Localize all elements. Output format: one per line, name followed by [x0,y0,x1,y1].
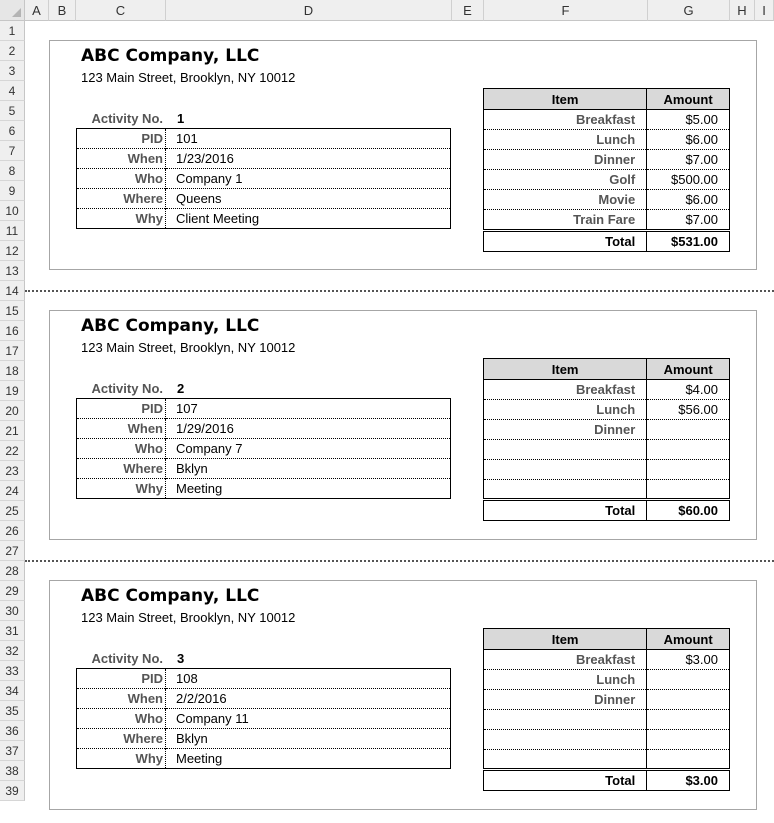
expense-item-cell[interactable]: Lunch [484,400,647,420]
expense-amount-cell[interactable]: $7.00 [647,210,730,231]
detail-label[interactable]: Where [77,729,166,749]
column-header[interactable]: H [730,0,755,21]
row-header[interactable]: 34 [0,681,25,701]
activity-form [49,580,757,810]
row-header[interactable]: 25 [0,501,25,521]
detail-label[interactable]: Why [77,749,166,769]
activity-no-label[interactable]: Activity No. [91,651,163,666]
row-header[interactable]: 19 [0,381,25,401]
expense-item-cell[interactable] [484,460,647,480]
column-header[interactable]: A [25,0,49,21]
total-amount[interactable]: $60.00 [647,500,730,521]
expense-items-table [483,358,730,521]
expense-amount-cell[interactable]: $4.00 [647,380,730,400]
detail-row [77,399,451,419]
column-header[interactable]: I [755,0,774,21]
expense-item-cell[interactable]: Breakfast [484,650,647,670]
activity-no-value[interactable]: 1 [177,111,185,126]
detail-value[interactable]: 107 [176,401,198,416]
expense-row [484,110,730,130]
detail-value[interactable]: 101 [176,131,198,146]
expense-items-table [483,628,730,791]
row-header[interactable]: 10 [0,201,25,221]
activity-no-label[interactable]: Activity No. [91,381,163,396]
expense-amount-cell[interactable]: $6.00 [647,130,730,150]
activity-no-value[interactable]: 3 [177,651,185,666]
activity-no-label[interactable]: Activity No. [91,111,163,126]
expense-amount-cell[interactable] [647,480,730,500]
expense-row [484,380,730,400]
expense-item-cell[interactable]: Movie [484,190,647,210]
expense-row [484,400,730,420]
detail-value[interactable]: Meeting [166,749,451,769]
company-name[interactable]: ABC Company, LLC [81,316,260,336]
expense-amount-cell[interactable] [647,460,730,480]
detail-row [77,419,451,439]
detail-value[interactable]: Company 1 [166,169,451,189]
expense-row [484,460,730,480]
row-header[interactable]: 39 [0,781,25,801]
company-name[interactable]: ABC Company, LLC [81,586,260,606]
expense-item-cell[interactable]: Train Fare [484,210,647,231]
row-header[interactable]: 28 [0,561,25,581]
row-header[interactable]: 31 [0,621,25,641]
page-break-line [25,290,774,292]
expense-row [484,650,730,670]
row-header[interactable]: 18 [0,361,25,381]
amount-header[interactable]: Amount [647,89,730,110]
detail-row [77,129,451,149]
detail-label[interactable]: When [77,689,166,709]
row-header[interactable]: 16 [0,321,25,341]
detail-label[interactable]: Where [77,459,166,479]
detail-label[interactable]: When [77,149,166,169]
activity-form [49,310,757,540]
company-name[interactable]: ABC Company, LLC [81,46,260,66]
expense-row [484,710,730,730]
expense-item-cell[interactable]: Dinner [484,420,647,440]
total-row [484,770,730,791]
row-header[interactable]: 9 [0,181,25,201]
detail-row [77,729,451,749]
column-header[interactable]: B [49,0,76,21]
activity-details-table [76,398,451,499]
row-header[interactable]: 30 [0,601,25,621]
row-header[interactable]: 4 [0,81,25,101]
expense-amount-cell[interactable] [647,750,730,770]
expense-row [484,440,730,460]
detail-value[interactable]: Company 7 [166,439,451,459]
detail-row [77,749,451,769]
expense-amount-cell[interactable]: $56.00 [647,400,730,420]
expense-row [484,130,730,150]
total-label[interactable]: Total [484,231,647,252]
row-header[interactable]: 15 [0,301,25,321]
activity-no-value[interactable]: 2 [177,381,185,396]
detail-row [77,209,451,229]
row-header[interactable]: 8 [0,161,25,181]
row-header[interactable]: 22 [0,441,25,461]
expense-item-cell[interactable]: Dinner [484,690,647,710]
column-header[interactable]: F [484,0,648,21]
detail-value[interactable]: 2/2/2016 [166,689,451,709]
detail-row [77,459,451,479]
row-header[interactable]: 20 [0,401,25,421]
detail-label[interactable]: PID [77,669,166,689]
detail-row [77,689,451,709]
detail-row [77,709,451,729]
company-address[interactable]: 123 Main Street, Brooklyn, NY 10012 [81,70,296,85]
row-header[interactable]: 33 [0,661,25,681]
row-header[interactable]: 1 [0,21,25,41]
row-header[interactable]: 32 [0,641,25,661]
expense-amount-cell[interactable]: $500.00 [647,170,730,190]
detail-row [77,669,451,689]
expense-amount-cell[interactable] [647,690,730,710]
row-header[interactable]: 2 [0,41,25,61]
expense-row [484,730,730,750]
detail-row [77,439,451,459]
column-header[interactable]: C [76,0,166,21]
total-row [484,231,730,252]
total-row [484,500,730,521]
expense-item-cell[interactable]: Breakfast [484,110,647,130]
row-header[interactable]: 11 [0,221,25,241]
expense-row [484,210,730,231]
expense-item-cell[interactable] [484,440,647,460]
expense-amount-cell[interactable]: $3.00 [647,650,730,670]
expense-item-cell[interactable]: Lunch [484,130,647,150]
detail-label[interactable]: Why [77,209,166,229]
expense-items-table [483,88,730,252]
expense-item-cell[interactable]: Lunch [484,670,647,690]
column-header[interactable]: G [648,0,730,21]
expense-amount-cell[interactable] [647,670,730,690]
detail-value[interactable]: Queens [166,189,451,209]
row-header[interactable]: 3 [0,61,25,81]
company-address[interactable]: 123 Main Street, Brooklyn, NY 10012 [81,610,296,625]
expense-item-cell[interactable] [484,710,647,730]
detail-label[interactable]: Who [77,439,166,459]
expense-row [484,170,730,190]
row-header[interactable]: 35 [0,701,25,721]
detail-label[interactable]: PID [77,129,166,149]
expense-amount-cell[interactable] [647,730,730,750]
detail-row [77,189,451,209]
row-header[interactable]: 23 [0,461,25,481]
expense-amount-cell[interactable] [647,440,730,460]
detail-label[interactable]: When [77,419,166,439]
expense-item-cell[interactable] [484,730,647,750]
detail-value[interactable]: 108 [176,671,198,686]
total-label[interactable]: Total [484,770,647,791]
row-header[interactable]: 7 [0,141,25,161]
item-header[interactable]: Item [484,359,647,380]
detail-row [77,479,451,499]
activity-details-table [76,128,451,229]
row-header[interactable]: 26 [0,521,25,541]
expense-item-cell[interactable]: Breakfast [484,380,647,400]
row-header[interactable]: 29 [0,581,25,601]
detail-row [77,149,451,169]
row-header[interactable]: 36 [0,721,25,741]
detail-row [77,169,451,189]
detail-label[interactable]: Why [77,479,166,499]
detail-label[interactable]: Who [77,169,166,189]
page-break-line [25,560,774,562]
row-header[interactable]: 24 [0,481,25,501]
expense-amount-cell[interactable] [647,710,730,730]
expense-row [484,150,730,170]
detail-value[interactable]: Bklyn [166,729,451,749]
expense-item-cell[interactable] [484,480,647,500]
expense-row [484,190,730,210]
expense-item-cell[interactable] [484,750,647,770]
row-header[interactable]: 6 [0,121,25,141]
row-header[interactable]: 12 [0,241,25,261]
row-header[interactable]: 14 [0,281,25,301]
row-header[interactable]: 13 [0,261,25,281]
expense-row [484,670,730,690]
total-amount[interactable]: $531.00 [647,231,730,252]
detail-value[interactable]: Client Meeting [166,209,451,229]
row-header[interactable]: 5 [0,101,25,121]
detail-value[interactable]: Company 11 [166,709,451,729]
column-header[interactable]: E [452,0,484,21]
detail-value[interactable]: 1/29/2016 [166,419,451,439]
detail-label[interactable]: PID [77,399,166,419]
expense-row [484,690,730,710]
row-header[interactable]: 27 [0,541,25,561]
row-header[interactable]: 17 [0,341,25,361]
expense-amount-cell[interactable] [647,420,730,440]
detail-label[interactable]: Where [77,189,166,209]
expense-item-cell[interactable]: Golf [484,170,647,190]
expense-row [484,480,730,500]
amount-header[interactable]: Amount [647,359,730,380]
expense-row [484,420,730,440]
activity-details-table [76,668,451,769]
row-header[interactable]: 21 [0,421,25,441]
column-header[interactable]: D [166,0,452,21]
total-label[interactable]: Total [484,500,647,521]
expense-amount-cell[interactable]: $5.00 [647,110,730,130]
company-address[interactable]: 123 Main Street, Brooklyn, NY 10012 [81,340,296,355]
detail-value[interactable]: 1/23/2016 [166,149,451,169]
expense-row [484,750,730,770]
row-header[interactable]: 38 [0,761,25,781]
detail-value[interactable]: Bklyn [166,459,451,479]
expense-amount-cell[interactable]: $7.00 [647,150,730,170]
total-amount[interactable]: $3.00 [647,770,730,791]
detail-value[interactable]: Meeting [166,479,451,499]
row-header[interactable]: 37 [0,741,25,761]
expense-amount-cell[interactable]: $6.00 [647,190,730,210]
detail-label[interactable]: Who [77,709,166,729]
item-header[interactable]: Item [484,629,647,650]
item-header[interactable]: Item [484,89,647,110]
amount-header[interactable]: Amount [647,629,730,650]
expense-item-cell[interactable]: Dinner [484,150,647,170]
activity-form [49,40,757,270]
select-all-corner[interactable] [0,0,25,21]
